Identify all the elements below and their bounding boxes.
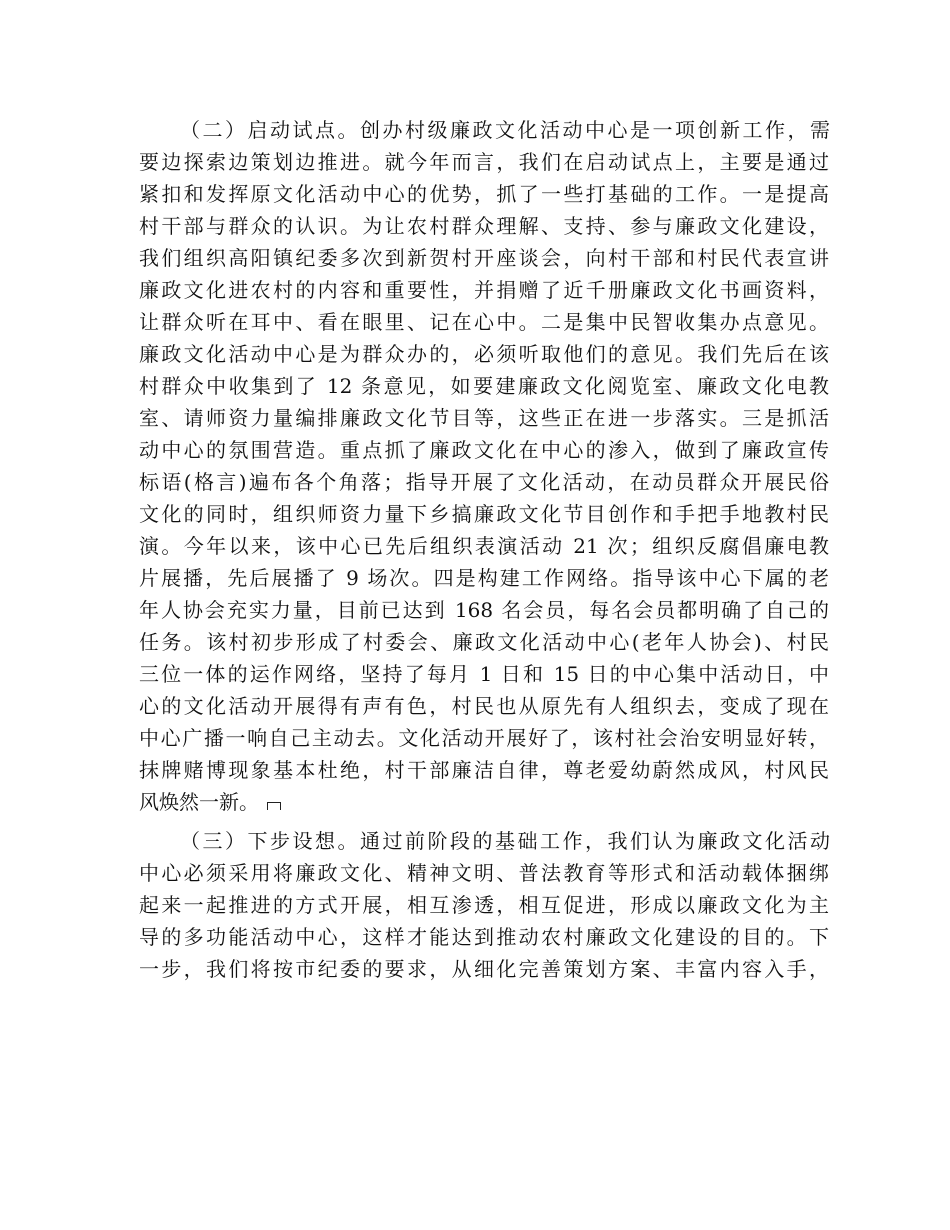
paragraph-1-line-8: 廉政文化活动中心是为群众办的，必须听取他们的意见。我们先后在该 bbox=[139, 342, 829, 366]
paragraph-1-line-21: 抹牌赌博现象基本杜绝，村干部廉洁自律，尊老爱幼蔚然成风，村风民 bbox=[139, 758, 829, 782]
paragraph-1-line-1: （二）启动试点。创办村级廉政文化活动中心是一项创新工作，需 bbox=[180, 118, 830, 142]
paragraph-2-line-1: （三）下步设想。通过前阶段的基础工作，我们认为廉政文化活动 bbox=[180, 829, 830, 853]
paragraph-1-line-6: 廉政文化进农村的内容和重要性，并捐赠了近千册廉政文化书画资料， bbox=[139, 278, 829, 302]
paragraph-1-line-7: 让群众听在耳中、看在眼里、记在心中。二是集中民智收集办点意见。 bbox=[139, 310, 829, 334]
paragraph-2-line-4: 导的多功能活动中心，这样才能达到推动农村廉政文化建设的目的。下 bbox=[139, 925, 829, 949]
paragraph-1-line-22 bbox=[139, 786, 829, 818]
paragraph-1-line-17: 任务。该村初步形成了村委会、廉政文化活动中心(老年人协会)、村民 bbox=[139, 630, 829, 654]
paragraph-2-line-3: 起来一起推进的方式开展，相互渗透，相互促进，形成以廉政文化为主 bbox=[139, 893, 829, 917]
paragraph-1-line-2: 要边探索边策划边推进。就今年而言，我们在启动试点上，主要是通过 bbox=[139, 150, 829, 174]
paragraph-1-line-14: 演。今年以来，该中心已先后组织表演活动 21 次；组织反腐倡廉电教 bbox=[139, 534, 829, 558]
paragraph-1-line-4: 村干部与群众的认识。为让农村群众理解、支持、参与廉政文化建设， bbox=[139, 214, 829, 238]
paragraph-1-line-15: 片展播，先后展播了 9 场次。四是构建工作网络。指导该中心下属的老 bbox=[139, 566, 829, 590]
paragraph-1-line-16: 年人协会充实力量，目前已达到 168 名会员，每名会员都明确了自己的 bbox=[139, 598, 829, 622]
paragraph-2-line-5: 一步，我们将按市纪委的要求，从细化完善策划方案、丰富内容入手， bbox=[139, 957, 829, 981]
paragraph-1-line-3: 紧扣和发挥原文化活动中心的优势，抓了一些打基础的工作。一是提高 bbox=[139, 182, 829, 206]
paragraph-end-mark-icon bbox=[267, 802, 281, 810]
paragraph-1-line-13: 文化的同时，组织师资力量下乡搞廉政文化节目创作和手把手地教村民 bbox=[139, 502, 829, 526]
paragraph-1-line-18: 三位一体的运作网络，坚持了每月 1 日和 15 日的中心集中活动日，中 bbox=[139, 662, 829, 686]
paragraph-1-last-text: 风焕然一新。 bbox=[139, 790, 259, 814]
paragraph-1-line-19: 心的文化活动开展得有声有色，村民也从原先有人组织去，变成了现在 bbox=[139, 694, 829, 718]
paragraph-1-line-10: 室、请师资力量编排廉政文化节目等，这些正在进一步落实。三是抓活 bbox=[139, 406, 829, 430]
paragraph-1-line-5: 我们组织高阳镇纪委多次到新贺村开座谈会，向村干部和村民代表宣讲 bbox=[139, 246, 829, 270]
paragraph-2-line-2: 中心必须采用将廉政文化、精神文明、普法教育等形式和活动载体捆绑 bbox=[139, 861, 829, 885]
paragraph-1-line-9: 村群众中收集到了 12 条意见，如要建廉政文化阅览室、廉政文化电教 bbox=[139, 374, 829, 398]
paragraph-1-line-11: 动中心的氛围营造。重点抓了廉政文化在中心的渗入，做到了廉政宣传 bbox=[139, 438, 829, 462]
paragraph-1-line-12: 标语(格言)遍布各个角落；指导开展了文化活动，在动员群众开展民俗 bbox=[139, 470, 829, 494]
paragraph-1-line-20: 中心广播一响自己主动去。文化活动开展好了，该村社会治安明显好转， bbox=[139, 726, 829, 750]
